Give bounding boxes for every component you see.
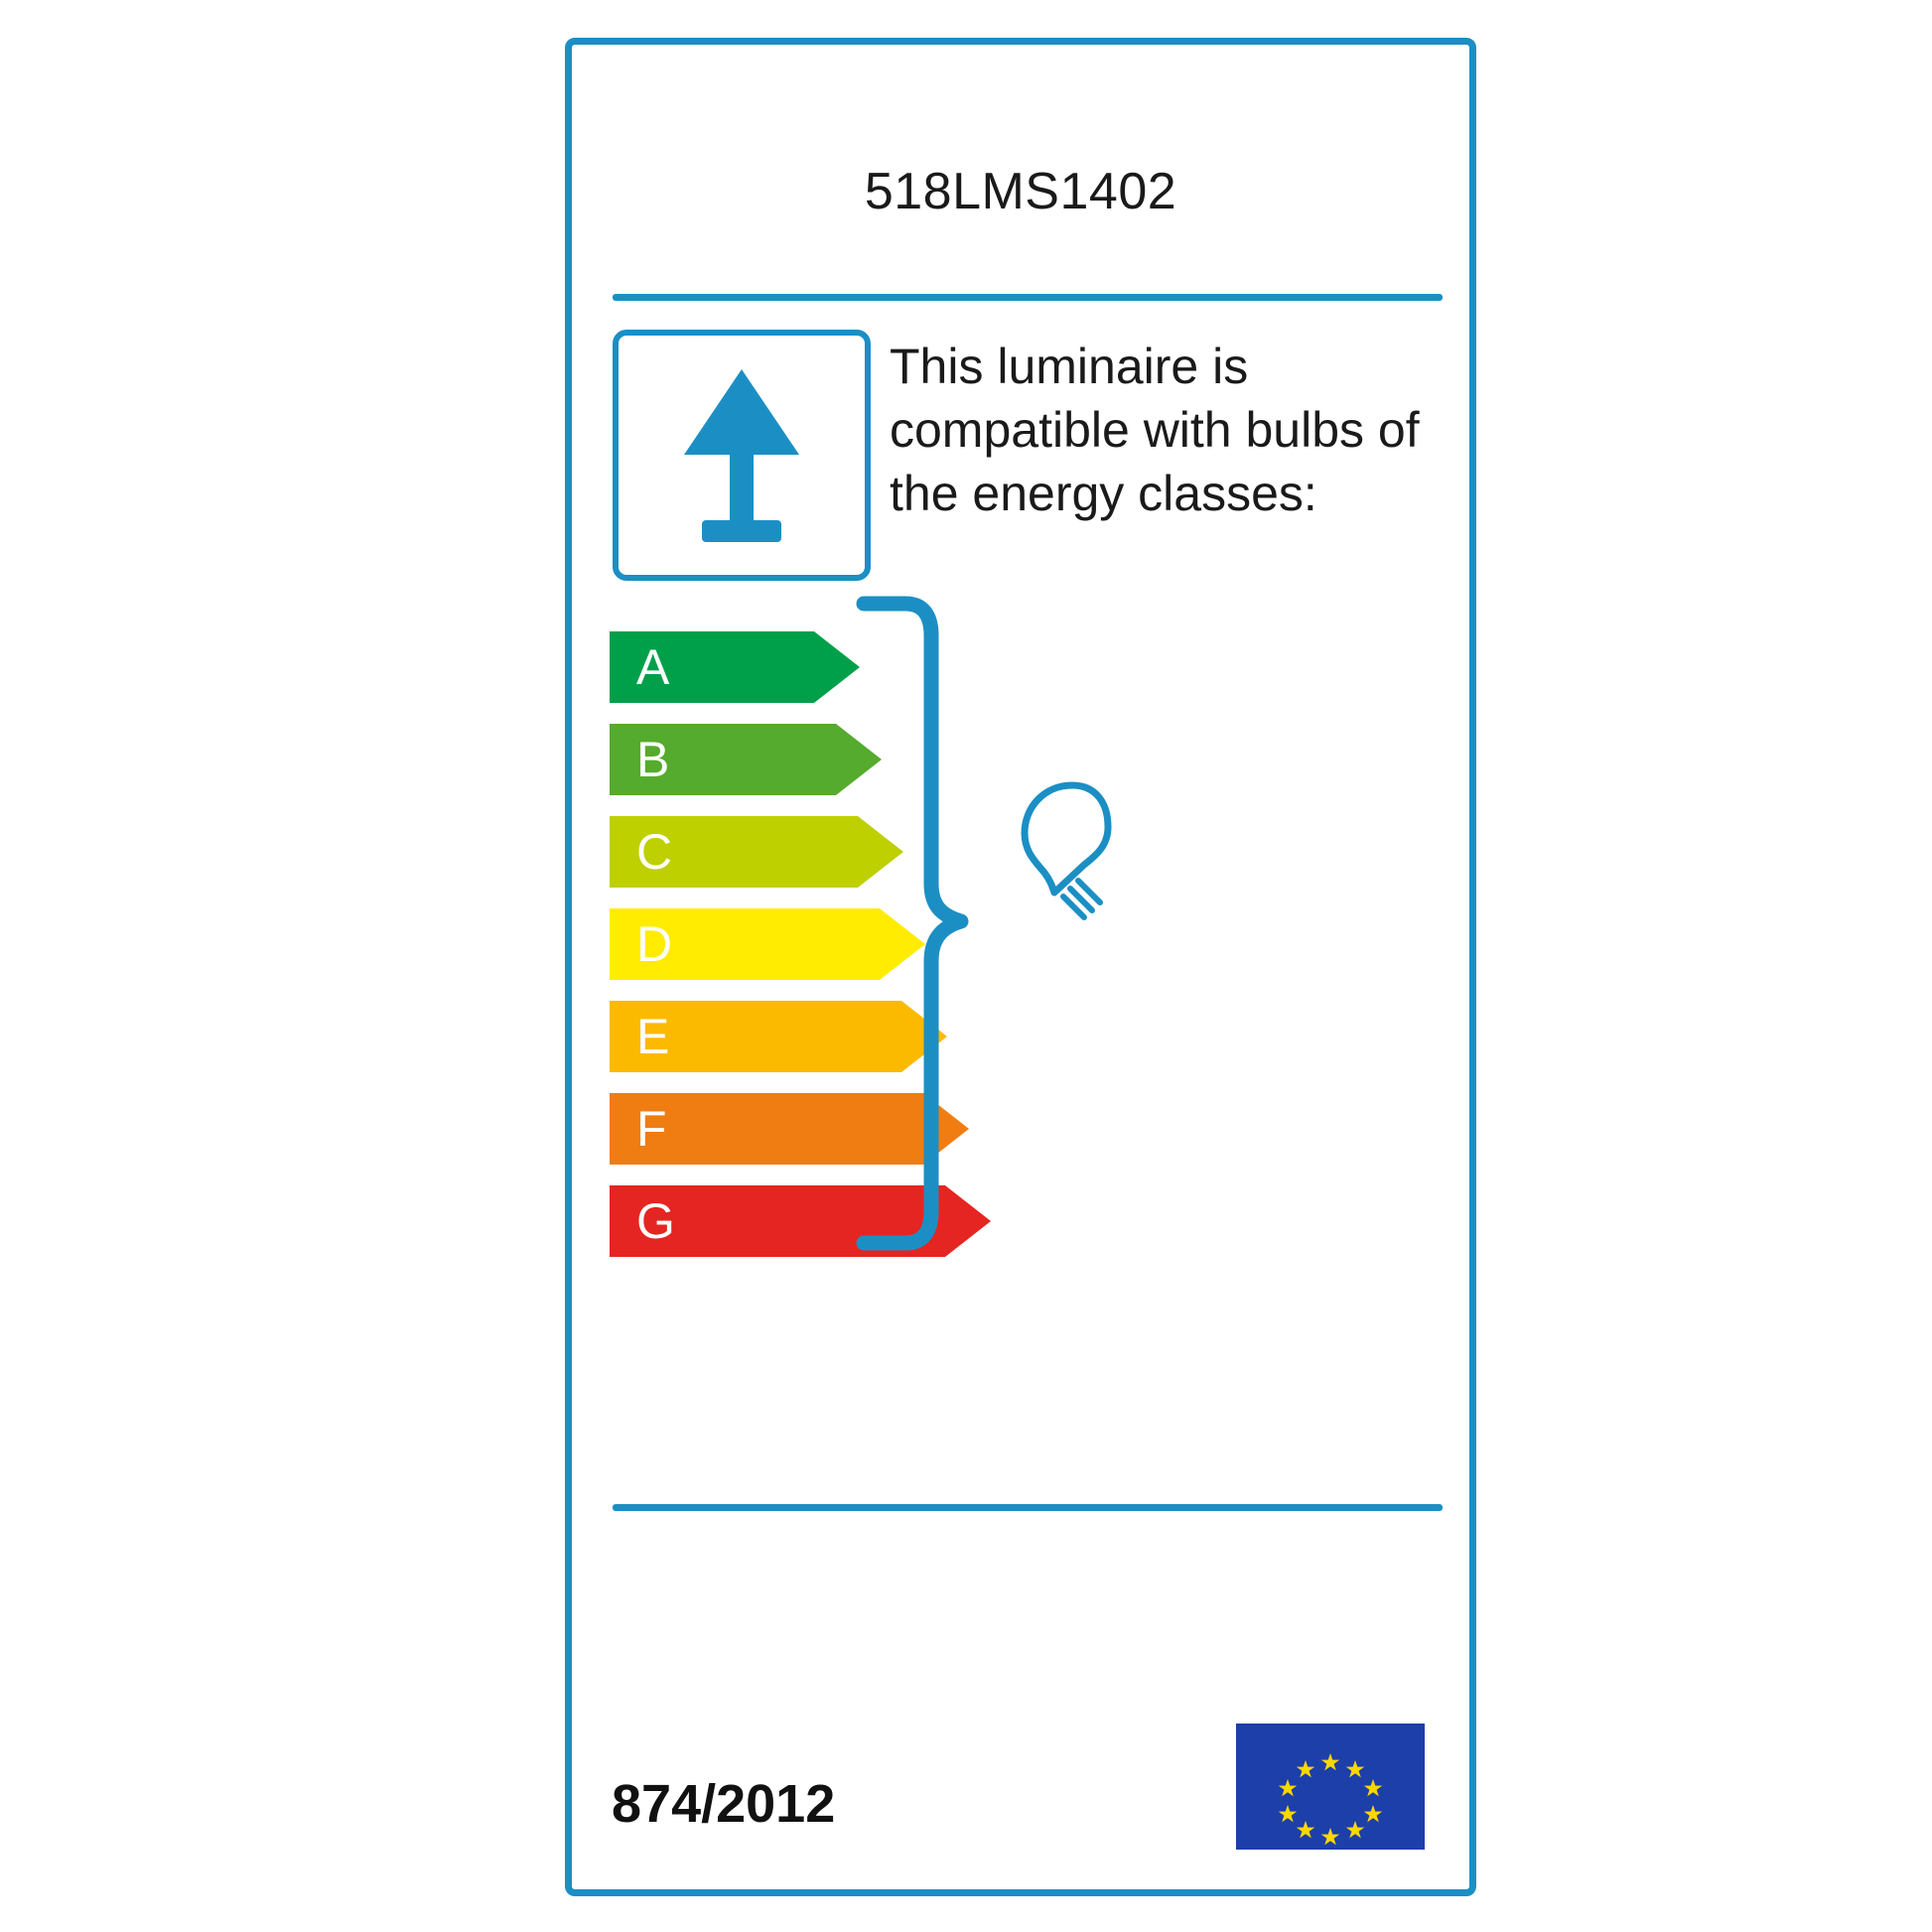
brace-icon [850, 596, 979, 1251]
light-bulb-icon [1009, 769, 1148, 928]
energy-class-letter: G [636, 1193, 675, 1249]
energy-label-card [565, 38, 1476, 1896]
energy-class-letter: C [636, 824, 673, 880]
page-title: 518LMS1402 [864, 163, 1177, 220]
energy-class-letter: E [636, 1009, 670, 1064]
lamp-icon [619, 336, 865, 575]
energy-class-letter: B [636, 732, 670, 787]
compatibility-text: This luminaire is compatible with bulbs of the energy classes: [890, 339, 1420, 521]
energy-class-letter: A [636, 639, 670, 695]
energy-class-letter: F [636, 1101, 667, 1157]
divider-bottom [613, 1504, 1443, 1511]
eu-flag-icon [1236, 1724, 1425, 1850]
divider-top [613, 294, 1443, 301]
regulation-number: 874/2012 [612, 1774, 836, 1834]
lamp-icon-frame [613, 330, 871, 581]
energy-class-letter: D [636, 916, 673, 972]
